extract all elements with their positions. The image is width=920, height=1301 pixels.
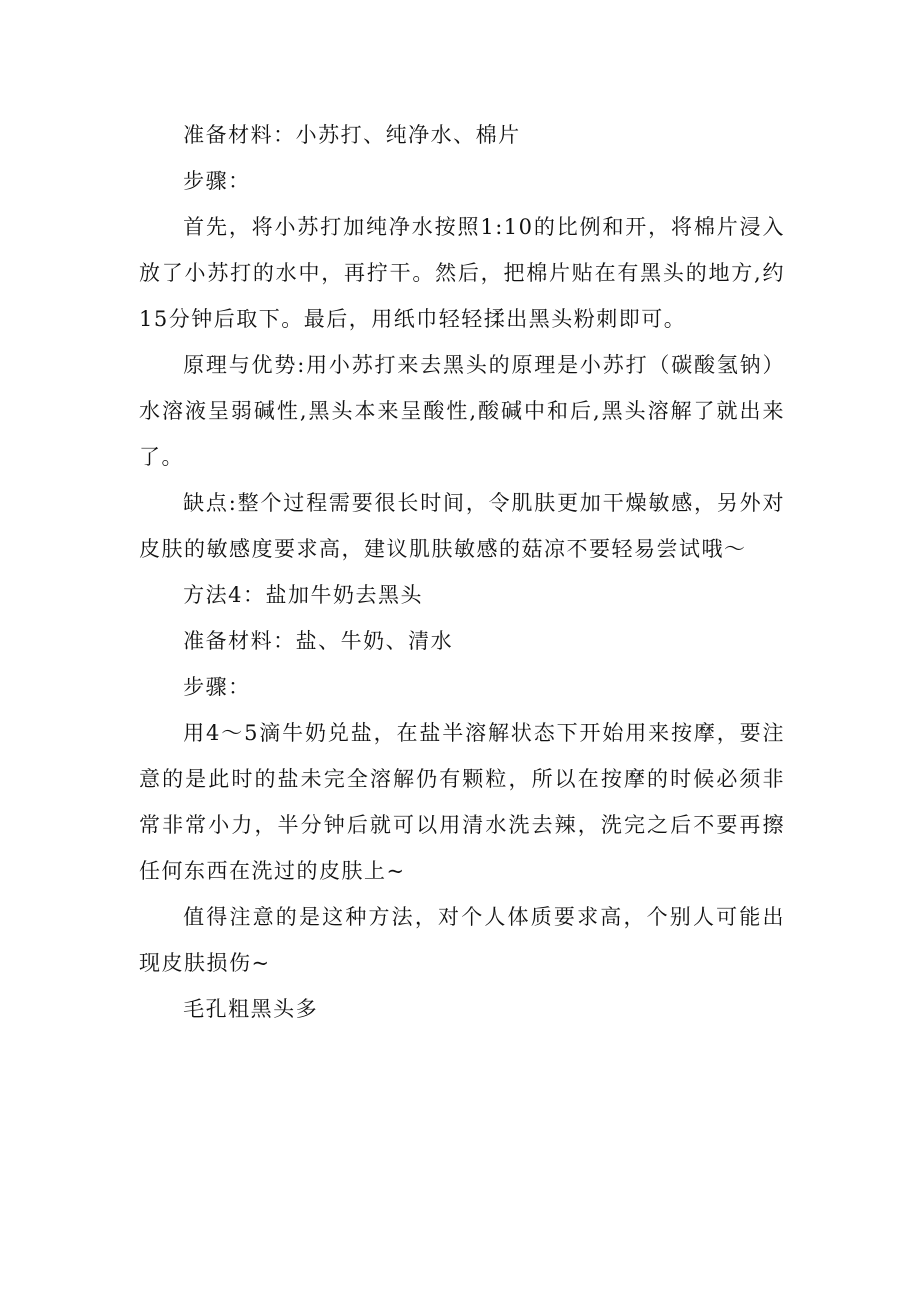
paragraph-method-4-materials: 准备材料：盐、牛奶、清水 (183, 629, 454, 653)
paragraph-drawbacks: 缺点:整个过程需要很长时间，令肌肤更加干燥敏感，另外对皮肤的敏感度要求高，建议肌肤敏感的菇凉不要轻易尝试哦～ (139, 491, 785, 561)
paragraph-materials: 准备材料：小苏打、纯净水、棉片 (183, 123, 521, 147)
paragraph-principle: 原理与优势:用小苏打来去黑头的原理是小苏打（碳酸氢钠）水溶液呈弱碱性,黑头本来呈酸性,酸碱中和后,黑头溶解了就出来了。 (139, 353, 785, 469)
document-body (139, 112, 785, 1032)
paragraph-steps-heading: 步骤： (183, 169, 251, 193)
paragraph-method-4-title: 方法4：盐加牛奶去黑头 (183, 583, 423, 607)
paragraph-section-heading: 毛孔粗黑头多 (183, 997, 319, 1021)
paragraph-method-4-steps-heading: 步骤： (183, 675, 251, 699)
paragraph-method-4-steps-detail: 用4～5滴牛奶兑盐，在盐半溶解状态下开始用来按摩，要注意的是此时的盐未完全溶解仍有颗粒，所以在按摩的时候必须非常非常小力，半分钟后就可以用清水洗去辣，洗完之后不要再擦任何东西在洗过的皮肤上~ (139, 721, 785, 883)
paragraph-method-4-note: 值得注意的是这种方法，对个人体质要求高，个别人可能出现皮肤损伤~ (139, 905, 785, 975)
paragraph-steps-detail: 首先，将小苏打加纯净水按照1:10的比例和开，将棉片浸入放了小苏打的水中，再拧干。然后，把棉片贴在有黑头的地方,约15分钟后取下。最后，用纸巾轻轻揉出黑头粉刺即可。 (139, 215, 785, 331)
